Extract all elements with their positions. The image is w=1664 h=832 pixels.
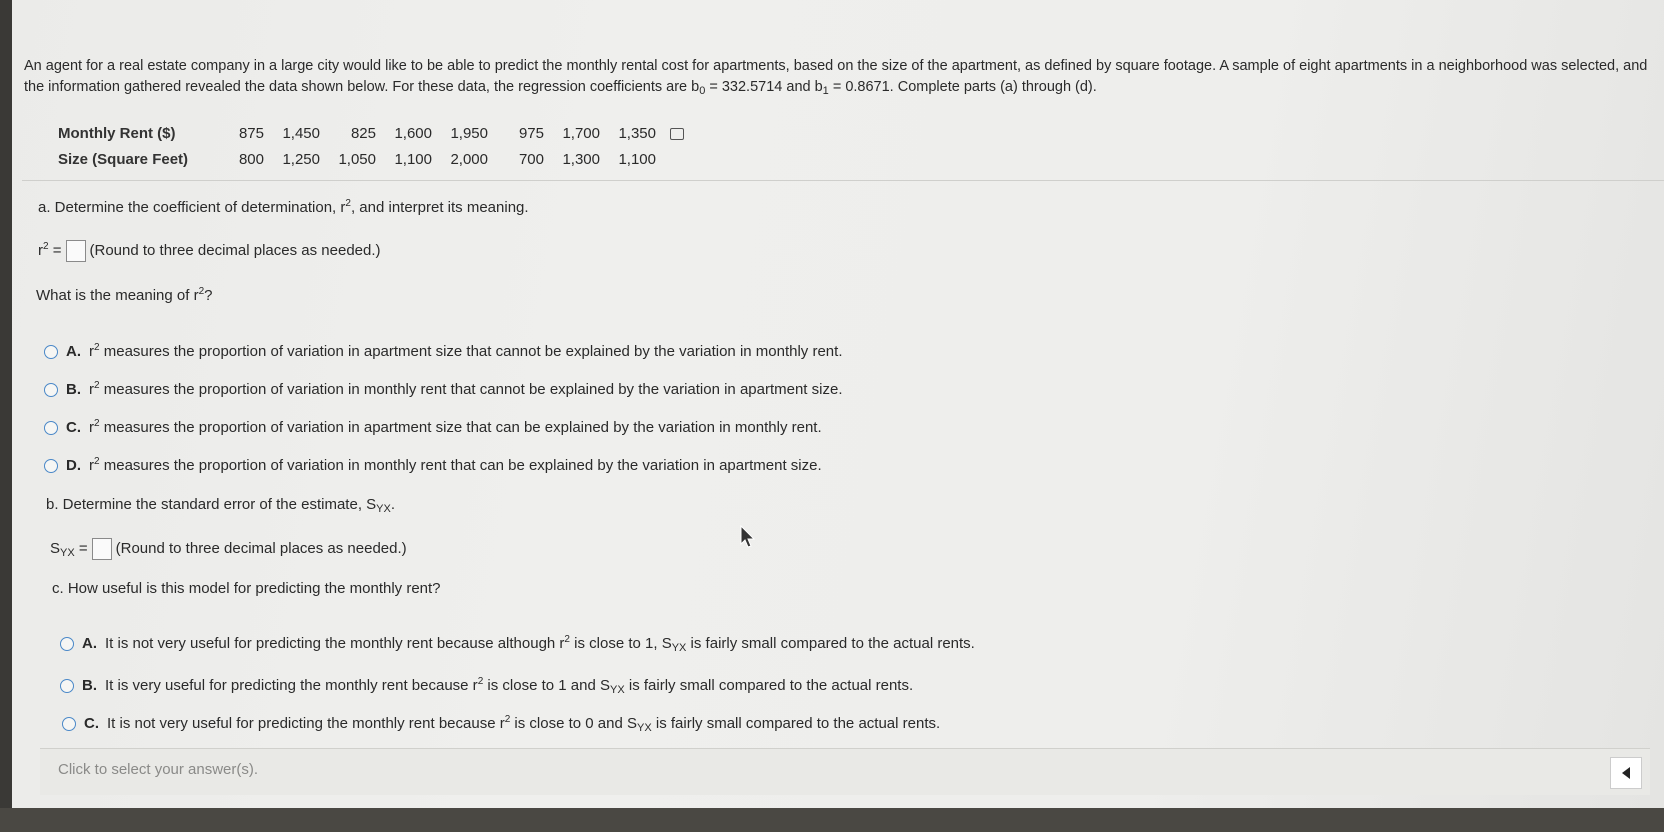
option-c-c[interactable]: C. It is not very useful for predicting the monthly rent because $r^2$ is close to 0 and $S_{YX}$ is fairly small compared to the actual rents. [62,714,940,734]
radio-button[interactable] [60,637,74,651]
problem-statement: An agent for a real estate company in a large city would like to be able to predict the monthly rental cost for apartments, based on the size of the apartment, as defined by square footage. A sample of eight apartments in a neighborhood was selected, and the information gathered revealed the data shown below. For these data, the regression coefficients are $b_0 = 332.5714$ and $b_1 = 0.8671$. Complete parts (a) through (d). [24,58,1648,97]
table-cell: 2,000 [450,150,488,168]
table-cell: 825 [350,124,376,142]
option-d[interactable]: D. $r^2$ measures the proportion of variation in monthly rent that can be explained by the variation in apartment size. [44,456,822,474]
radio-button[interactable] [44,345,58,359]
screen-bezel-bottom [0,808,1664,832]
mouse-cursor-icon [740,525,756,549]
table-cell: 1,300 [562,150,600,168]
table-cell: 1,100 [394,150,432,168]
table-cell: 1,600 [394,124,432,142]
table-row [58,146,692,172]
radio-button[interactable] [44,421,58,435]
left-arrow-icon [1620,766,1632,780]
option-c-a[interactable]: A. It is not very useful for predicting the monthly rent because although $r^2$ is close to 1, $S_{YX}$ is fairly small compared to the actual rents. [60,634,975,654]
table-cell: 975 [518,124,544,142]
radio-button[interactable] [60,679,74,693]
part-b-prompt: b. Determine the standard error of the estimate, $S_{YX}$. [46,496,396,515]
table-cell: 1,950 [450,124,488,142]
row-header: Size (Square Feet) [58,150,189,168]
r-squared-row: $r^2$ = (Round to three decimal places as needed.) [38,240,381,262]
radio-button[interactable] [44,459,58,473]
collapse-button[interactable] [1610,757,1642,789]
table-cell: 1,700 [562,124,600,142]
table-row [58,120,692,146]
table-cell: 1,350 [618,124,656,142]
screen-bezel [0,0,12,832]
radio-button[interactable] [44,383,58,397]
option-c[interactable]: C. $r^2$ measures the proportion of variation in apartment size that can be explained by the variation in monthly rent. [44,418,822,436]
option-a[interactable]: A. $r^2$ measures the proportion of variation in apartment size that cannot be explained by the variation in monthly rent. [44,342,843,360]
round-note: (Round to three decimal places as needed.) [115,539,407,557]
table-cell: 800 [238,150,264,168]
select-answer-hint: Click to select your answer(s). [58,761,259,778]
row-header: Monthly Rent ($) [58,124,176,142]
divider [22,180,1664,181]
meaning-question: What is the meaning of $r^2$? [36,286,213,304]
data-table [58,120,692,172]
table-cell: 875 [238,124,264,142]
copy-data-icon[interactable] [670,128,684,140]
table-cell: 1,050 [338,150,376,168]
table-cell: 1,450 [282,124,320,142]
syx-input[interactable] [92,538,112,560]
radio-button[interactable] [62,717,76,731]
option-b[interactable]: B. $r^2$ measures the proportion of variation in monthly rent that cannot be explained by the variation in apartment size. [44,380,843,398]
option-c-b[interactable]: B. It is very useful for predicting the monthly rent because $r^2$ is close to 1 and $S_{YX}$ is fairly small compared to the actual rents. [60,676,913,696]
part-a-prompt: a. Determine the coefficient of determination, $r^2$, and interpret its meaning. [38,198,529,216]
table-cell: 1,100 [618,150,656,168]
table-cell: 700 [518,150,544,168]
answer-footer [40,748,1650,795]
round-note: (Round to three decimal places as needed.) [89,241,381,259]
syx-row: $S_{YX}$ = (Round to three decimal places as needed.) [50,539,407,559]
part-c-prompt: c. How useful is this model for predicting the monthly rent? [52,580,441,597]
r-squared-input[interactable] [66,240,86,262]
table-cell: 1,250 [282,150,320,168]
